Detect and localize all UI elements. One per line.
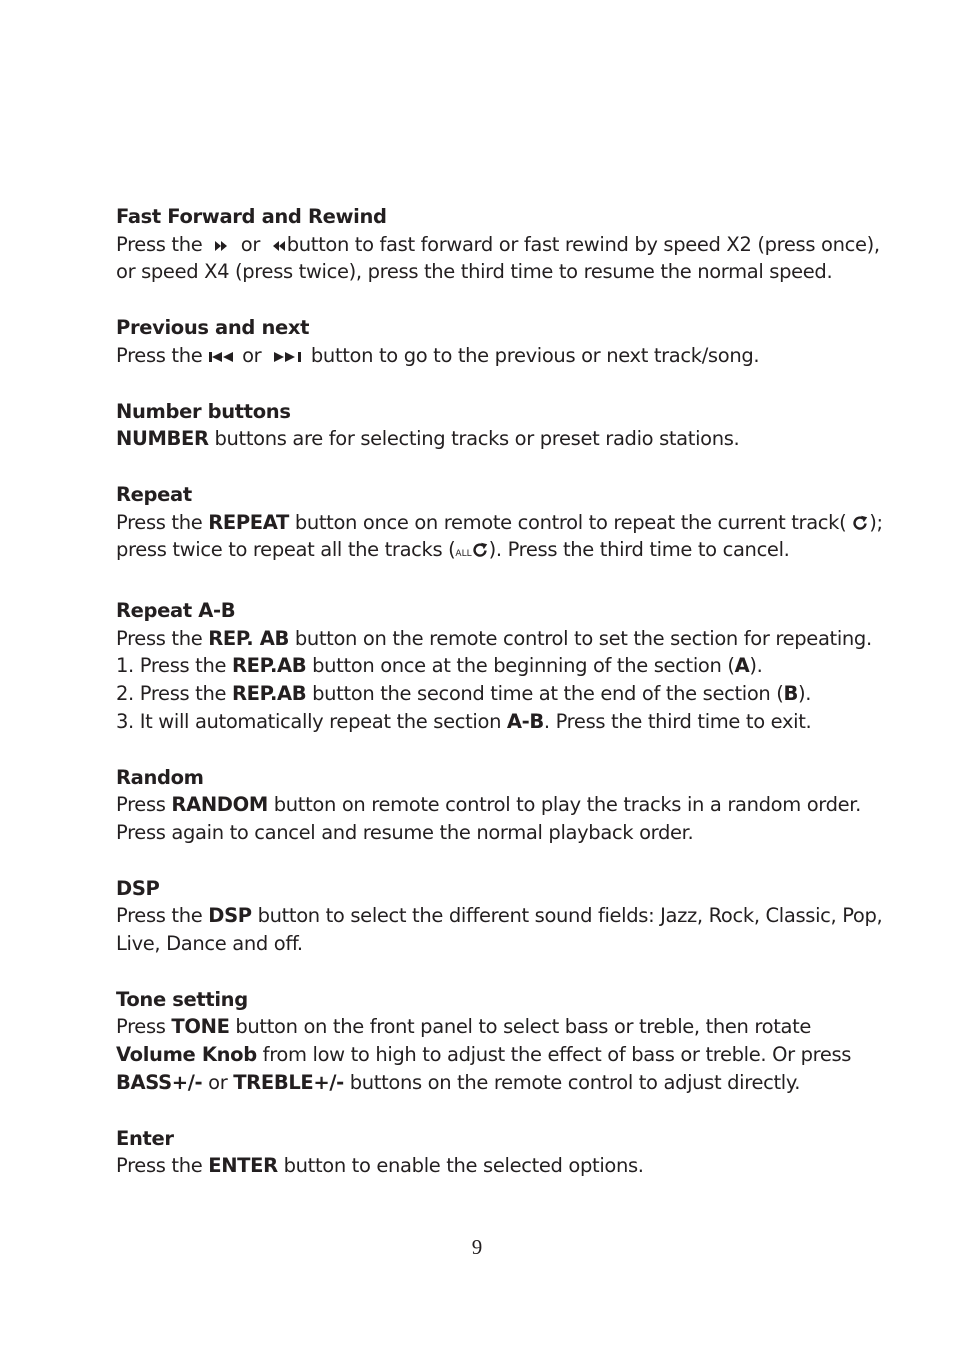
section-tone-setting [116, 986, 896, 1097]
section-heading: DSP [116, 876, 160, 900]
button-name: REP.AB [231, 682, 307, 706]
section-heading: Repeat [116, 482, 192, 506]
button-name: REP. AB [208, 626, 289, 650]
button-name: BASS+/- [116, 1070, 203, 1094]
knob-name: Volume Knob [116, 1043, 257, 1067]
rewind-icon [272, 239, 287, 253]
section-text: Press the or button to fast forward or fast rewind by speed X2 (press once), [116, 232, 880, 256]
repeat-all-icon [472, 542, 489, 558]
section-heading: Enter [116, 1126, 174, 1150]
section-heading: Repeat A-B [116, 599, 236, 623]
section-text: Press RANDOM button on remote control to play the tracks in a random order. [116, 793, 862, 817]
section-text: Press the ENTER button to enable the selected options. [116, 1154, 644, 1178]
button-name: NUMBER [116, 427, 209, 451]
section-previous-next [116, 314, 896, 369]
button-name: REP.AB [231, 654, 307, 678]
section-text: Press the REP. AB button on the remote control to set the section for repeating. [116, 626, 872, 650]
repeat-all-label: ALL [455, 549, 472, 560]
button-name: TREBLE+/- [233, 1070, 344, 1094]
list-item: 2. Press the REP.AB button the second time at the end of the section (B). [116, 682, 812, 706]
button-name: REPEAT [208, 510, 289, 534]
skip-previous-icon [208, 350, 236, 364]
section-heading: Previous and next [116, 316, 310, 340]
section-repeat-ab [116, 597, 896, 736]
section-text: NUMBER buttons are for selecting tracks or preset radio stations. [116, 427, 740, 451]
section-heading: Number buttons [116, 399, 291, 423]
repeat-icon [852, 515, 869, 531]
list-item: 3. It will automatically repeat the section A-B. Press the third time to exit. [116, 709, 812, 733]
button-name: TONE [171, 1015, 230, 1039]
section-dsp [116, 875, 896, 958]
list-item: 1. Press the REP.AB button once at the beginning of the section (A). [116, 654, 763, 678]
section-fast-forward-rewind [116, 203, 896, 286]
section-text: Press the or button to go to the previous or next track/song. [116, 343, 760, 367]
section-text: or speed X4 (press twice), press the third time to resume the normal speed. [116, 260, 833, 284]
section-text: press twice to repeat all the tracks (ALL ). Press the third time to cancel. [116, 538, 790, 562]
button-name: DSP [208, 904, 252, 928]
manual-content [116, 203, 896, 1208]
section-text: Live, Dance and off. [116, 932, 303, 956]
section-text: Press the DSP button to select the different sound fields: Jazz, Rock, Classic, Pop, [116, 904, 883, 928]
page-number: 9 [471, 1235, 483, 1259]
button-name: RANDOM [171, 793, 268, 817]
section-number-buttons [116, 398, 896, 453]
skip-next-icon [273, 350, 305, 364]
section-text: Press the REPEAT button once on remote control to repeat the current track( ); [116, 510, 883, 534]
section-heading: Fast Forward and Rewind [116, 205, 387, 228]
section-text: Press again to cancel and resume the normal playback order. [116, 820, 694, 844]
fast-forward-icon [214, 239, 229, 253]
section-heading: Random [116, 765, 204, 789]
button-name: ENTER [208, 1154, 278, 1178]
section-heading: Tone setting [116, 987, 248, 1011]
section-enter [116, 1125, 896, 1180]
section-repeat [116, 481, 896, 569]
section-random [116, 764, 896, 847]
section-text: Press TONE button on the front panel to select bass or treble, then rotate Volume Knob from low to high to adjust the effect of bass or treble. Or press BASS+/- or TREBLE+/- buttons on the remote control to adjust directly. [116, 1015, 852, 1094]
